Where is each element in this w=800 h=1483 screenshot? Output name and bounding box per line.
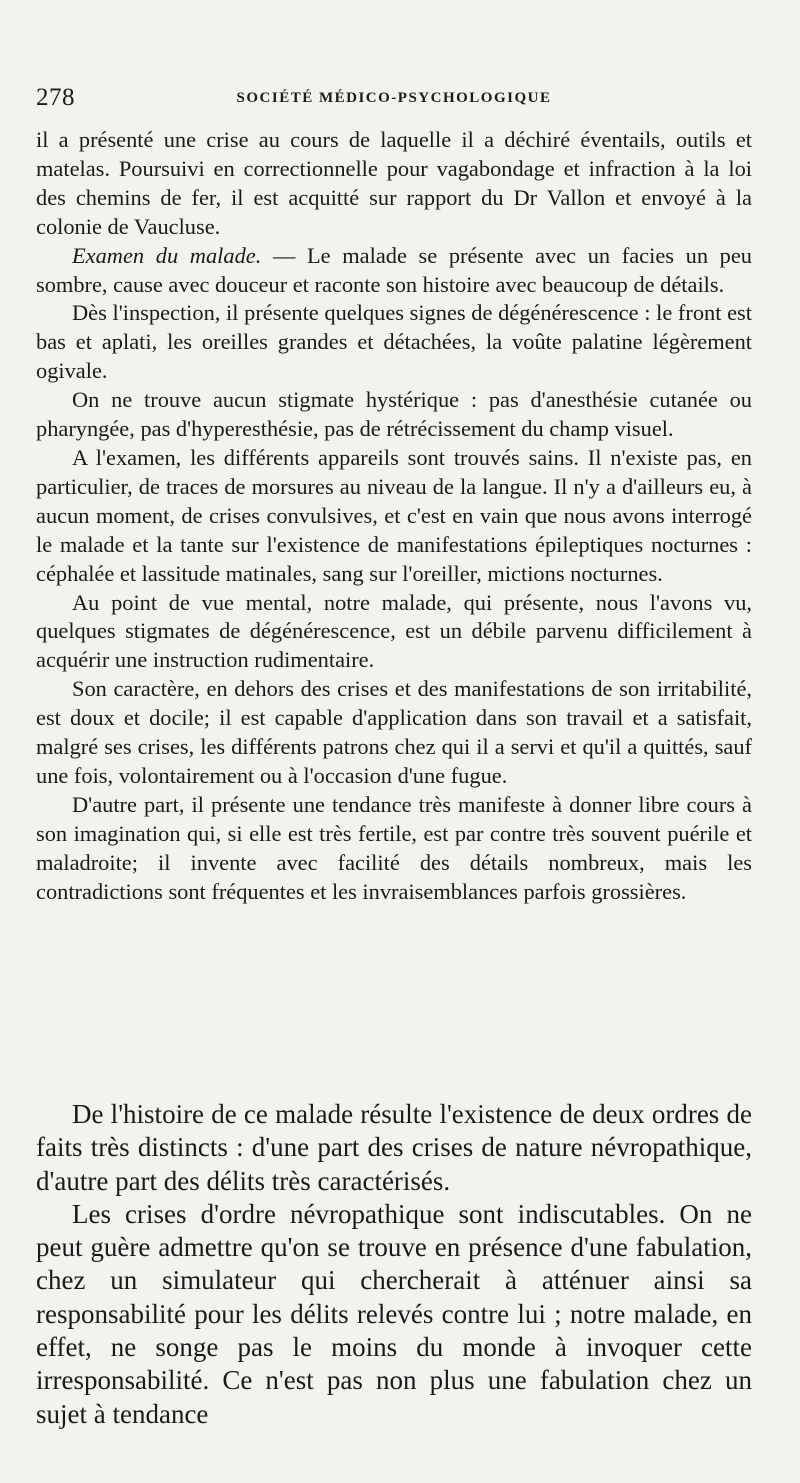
paragraph: On ne trouve aucun stigmate hystérique : pas d'anesthésie cutanée ou pharyngée, pas d'hyperesthésie, pas de rétrécissement du champ visuel. — [36, 387, 752, 442]
paragraph: D'autre part, il présente une tendance très manifeste à donner libre cours à son imagination qui, si elle est très fertile, est par contre très souvent puérile et maladroite; il invente avec facilité des détails nombreux, mais les contradictions sont fréquentes et les invraisemblances parfois grossières. — [36, 791, 752, 904]
page-header — [36, 84, 752, 120]
page-number: 278 — [36, 84, 75, 111]
paragraph-examination — [36, 242, 752, 300]
paragraph-text: — Le malade se présente avec un facies un peu sombre, cause avec douceur et raconte son histoire avec beaucoup de détails. — [36, 242, 752, 297]
paragraph: Son caractère, en dehors des crises et des manifestations de son irritabilité, est doux et docile; il est capable d'application dans son travail et a satisfait, malgré ses crises, les différents patrons chez qui il a servi et qu'il a quittés, sauf une fois, volontairement ou à l'occasion d'une fugue. — [36, 676, 752, 788]
case-report-text — [36, 126, 752, 906]
paragraph: Au point de vue mental, notre malade, qui présente, nous l'avons vu, quelques stigmates de dégénérescence, est un débile parvenu difficilement à acquérir une instruction rudimentaire. — [36, 589, 752, 673]
paragraph: A l'examen, les différents appareils sont trouvés sains. Il n'existe pas, en particulier, de traces de morsures au niveau de la langue. Il n'y a d'ailleurs eu, à aucun moment, de crises convulsives, et c'est en vain que nous avons interrogé le malade et la tante sur l'existence de manifestations épileptiques nocturnes : céphalée et lassitude matinales, sang sur l'oreiller, mictions nocturnes. — [36, 444, 752, 586]
paragraph: il a présenté une crise au cours de laquelle il a déchiré éventails, outils et matelas. Poursuivi en correctionnelle pour vagabondage et infraction à la loi des chemins de fer, il est acquitté sur rapport du Dr Vallon et envoyé à la colonie de Vaucluse. — [36, 127, 752, 239]
paragraph: Les crises d'ordre névropathique sont indiscutables. On ne peut guère admettre qu'on se trouve en présence d'une fabulation, chez un simulateur qui chercherait à atténuer ainsi sa responsabilité pour les délits relevés contre lui ; notre malade, en effet, ne songe pas le moins du monde à invoquer cette irresponsabilité. Ce n'est pas non plus une fabulation chez un sujet à tendance — [36, 1198, 752, 1429]
paragraph: De l'histoire de ce malade résulte l'existence de deux ordres de faits très distincts : d'une part des crises de nature névropathique, d'autre part des délits très caractérisés. — [36, 1099, 752, 1196]
running-head: SOCIÉTÉ MÉDICO-PSYCHOLOGIQUE — [236, 90, 552, 106]
paragraph: Dès l'inspection, il présente quelques signes de dégénérescence : le front est bas et aplati, les oreilles grandes et détachées, la voûte palatine légèrement ogivale. — [36, 300, 752, 384]
discussion-text — [36, 1098, 752, 1431]
section-heading: Examen du malade. — [72, 242, 262, 268]
